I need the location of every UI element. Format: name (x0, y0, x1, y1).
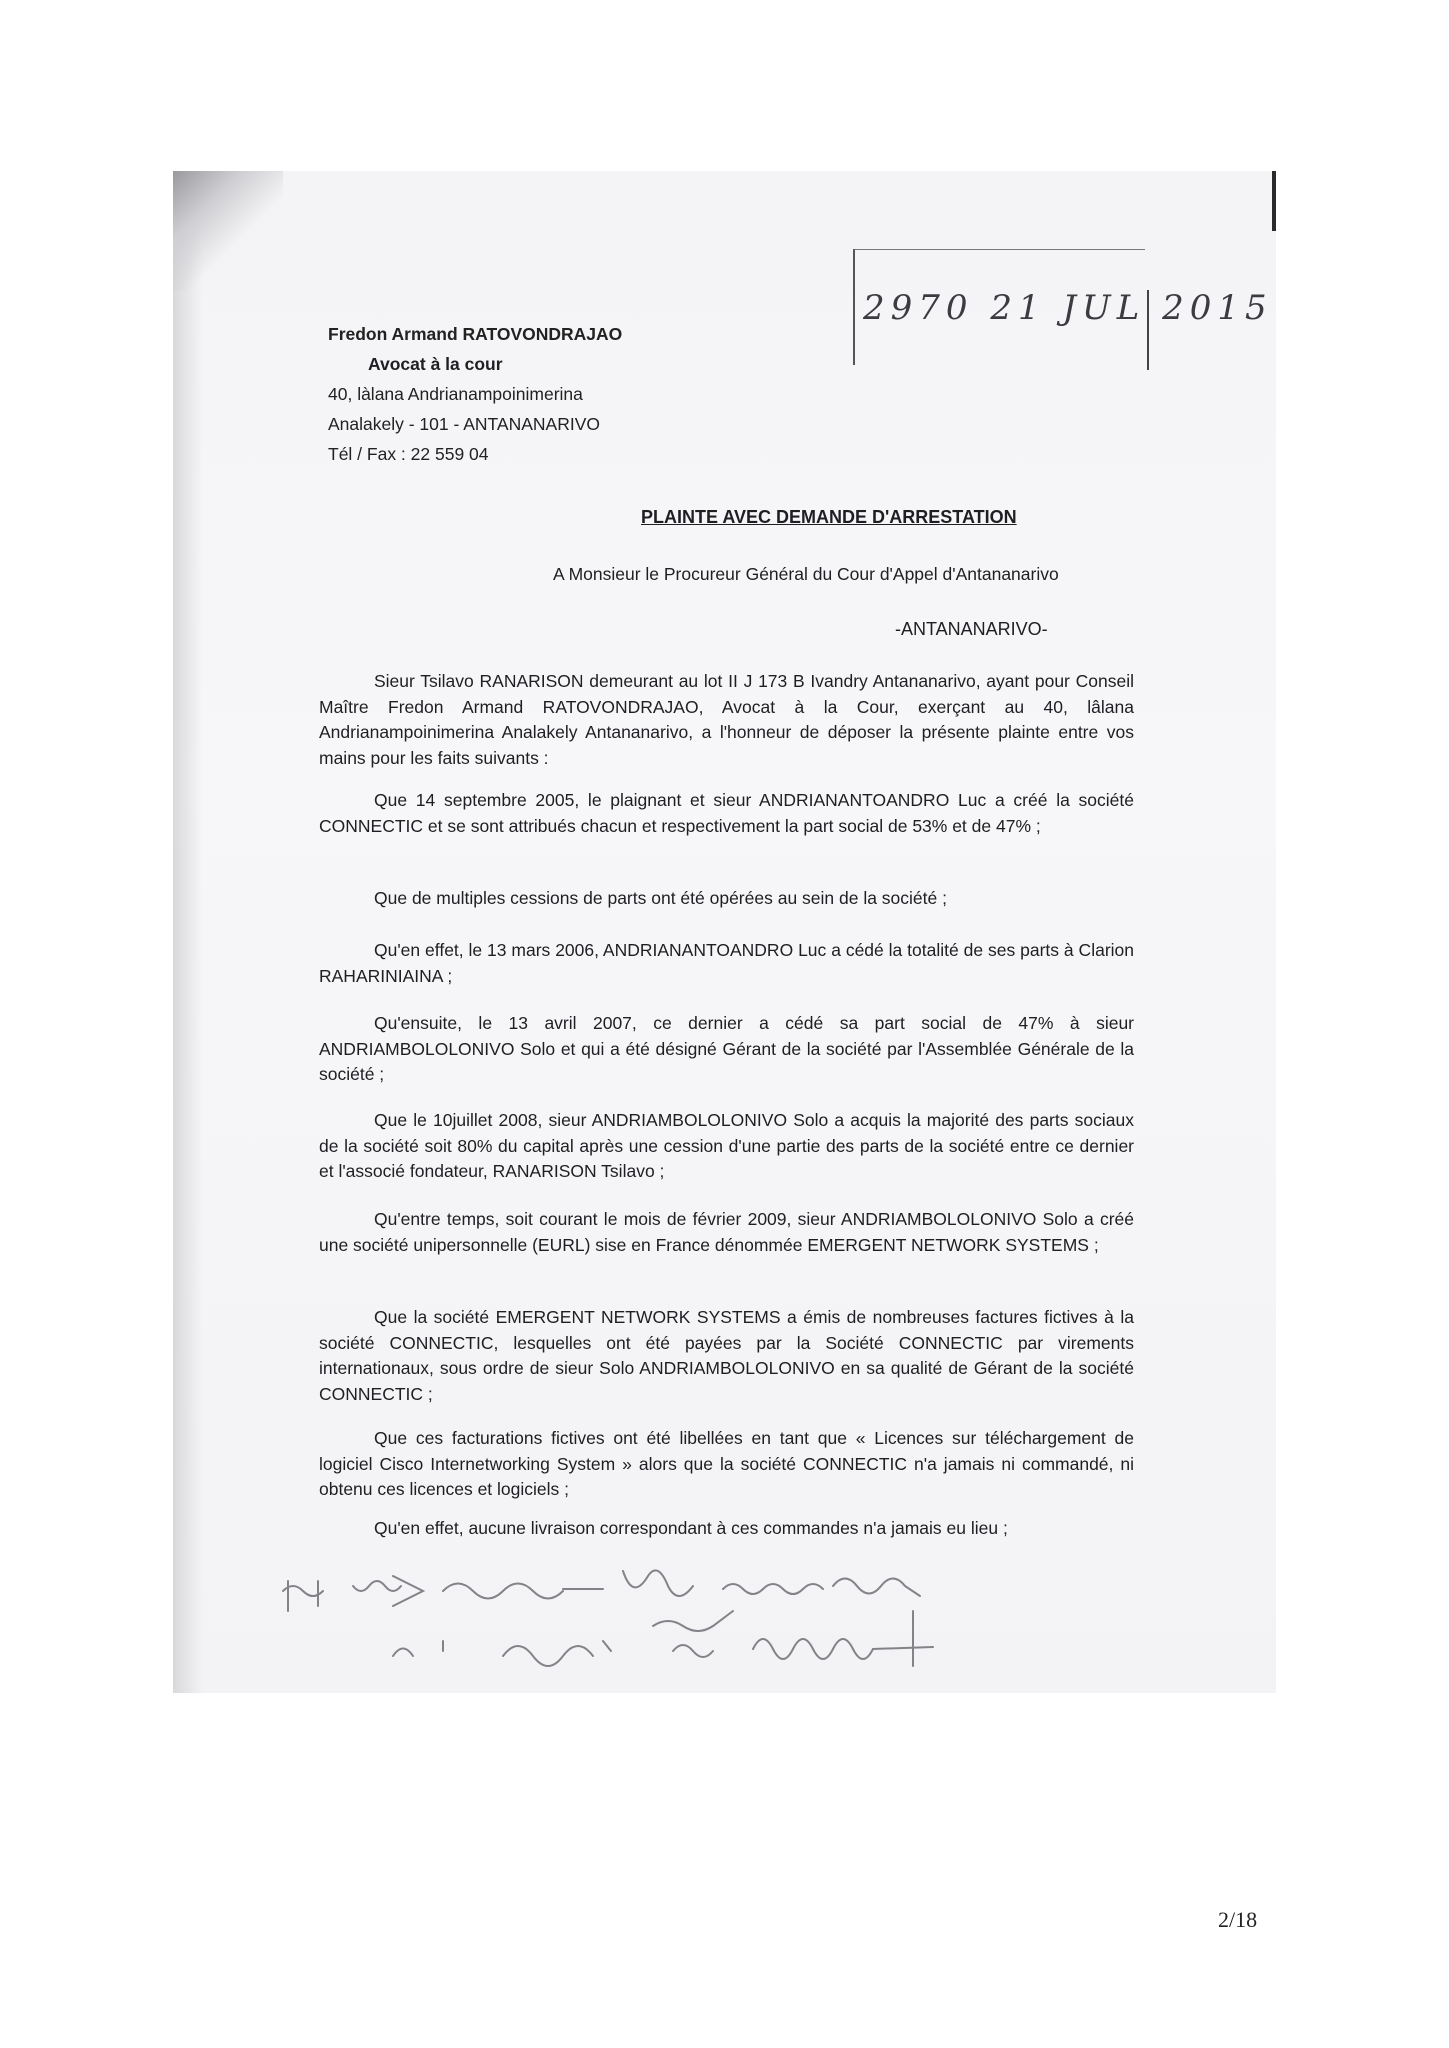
lawyer-name: Fredon Armand RATOVONDRAJAO (328, 324, 623, 344)
paragraph (319, 669, 1134, 771)
paragraph-text: Que 14 septembre 2005, le plaignant et sieur ANDRIANANTOANDRO Luc a créé la société CONNECTIC et se sont attribués chacun et respectivement la part social de 53% et de 47% ; (319, 790, 1134, 836)
paragraph-text: Qu'en effet, aucune livraison correspondant à ces commandes n'a jamais eu lieu ; (374, 1518, 1008, 1538)
document-title: PLAINTE AVEC DEMANDE D'ARRESTATION (641, 507, 1017, 527)
scan-shadow (173, 171, 203, 1693)
folded-corner (173, 171, 283, 291)
reception-stamp: 2970 21 JUL 2015 (863, 288, 1273, 328)
paragraph-text: Qu'entre temps, soit courant le mois de février 2009, sieur ANDRIAMBOLOLONIVO Solo a créé une société unipersonnelle (EURL) sise en France dénommée EMERGENT NETWORK SYSTEMS ; (319, 1209, 1134, 1255)
paragraph-text: Que ces facturations fictives ont été libellées en tant que « Licences sur téléchargement de logiciel Cisco Internetworking System » alors que la société CONNECTIC n'a jamais ni commandé, ni obtenu ces licences et logiciels ; (319, 1428, 1134, 1499)
paragraph-text: Qu'en effet, le 13 mars 2006, ANDRIANANTOANDRO Luc a cédé la totalité de ses parts à Clarion RAHARINIAINA ; (319, 940, 1134, 986)
lawyer-title: Avocat à la cour (368, 354, 503, 374)
paragraph (319, 938, 1134, 989)
scan-edge (1272, 171, 1276, 231)
paragraph (319, 886, 1134, 912)
paragraph (319, 1108, 1134, 1185)
address-line-2: Analakely - 101 - ANTANANARIVO (328, 414, 600, 434)
paragraph-text: Qu'ensuite, le 13 avril 2007, ce dernier a cédé sa part social de 47% à sieur ANDRIAMBOLOLONIVO Solo et qui a été désigné Gérant de la société par l'Assemblée Générale de la société ; (319, 1013, 1134, 1084)
page-number: 2/18 (1218, 1907, 1258, 1932)
paragraph (319, 1516, 1134, 1542)
paragraph (319, 788, 1134, 839)
paragraph-text: Que le 10juillet 2008, sieur ANDRIAMBOLOLONIVO Solo a acquis la majorité des parts sociaux de la société soit 80% du capital après une cession d'une partie des parts de la société entre ce dernier et l'associé fondateur, RANARISON Tsilavo ; (319, 1110, 1134, 1181)
addressee: A Monsieur le Procureur Général du Cour d'Appel d'Antananarivo (553, 564, 1059, 584)
paragraph (319, 1305, 1134, 1407)
paragraph (319, 1426, 1134, 1503)
scanned-page (173, 171, 1276, 1693)
address-line-1: 40, làlana Andrianampoinimerina (328, 384, 583, 404)
handwritten-annotation (273, 1551, 1153, 1681)
paragraph (319, 1011, 1134, 1088)
paragraph-text: Que de multiples cessions de parts ont été opérées au sein de la société ; (374, 888, 947, 908)
phone-fax: Tél / Fax : 22 559 04 (328, 444, 489, 464)
paragraph-text: Que la société EMERGENT NETWORK SYSTEMS a émis de nombreuses factures fictives à la société CONNECTIC, lesquelles ont été payées par la Société CONNECTIC par virements internationaux, sous ordre de sieur Solo ANDRIAMBOLOLONIVO en sa qualité de Gérant de la société CONNECTIC ; (319, 1307, 1134, 1404)
addressee-city: -ANTANANARIVO- (895, 619, 1048, 639)
paragraph (319, 1207, 1134, 1258)
paragraph-text: Sieur Tsilavo RANARISON demeurant au lot II J 173 B Ivandry Antananarivo, ayant pour Conseil Maître Fredon Armand RATOVONDRAJAO, Avocat à la Cour, exerçant au 40, lâlana Andrianampoinimerina Analakely Antananarivo, a l'honneur de déposer la présente plainte entre vos mains pour les faits suivants : (319, 671, 1134, 768)
